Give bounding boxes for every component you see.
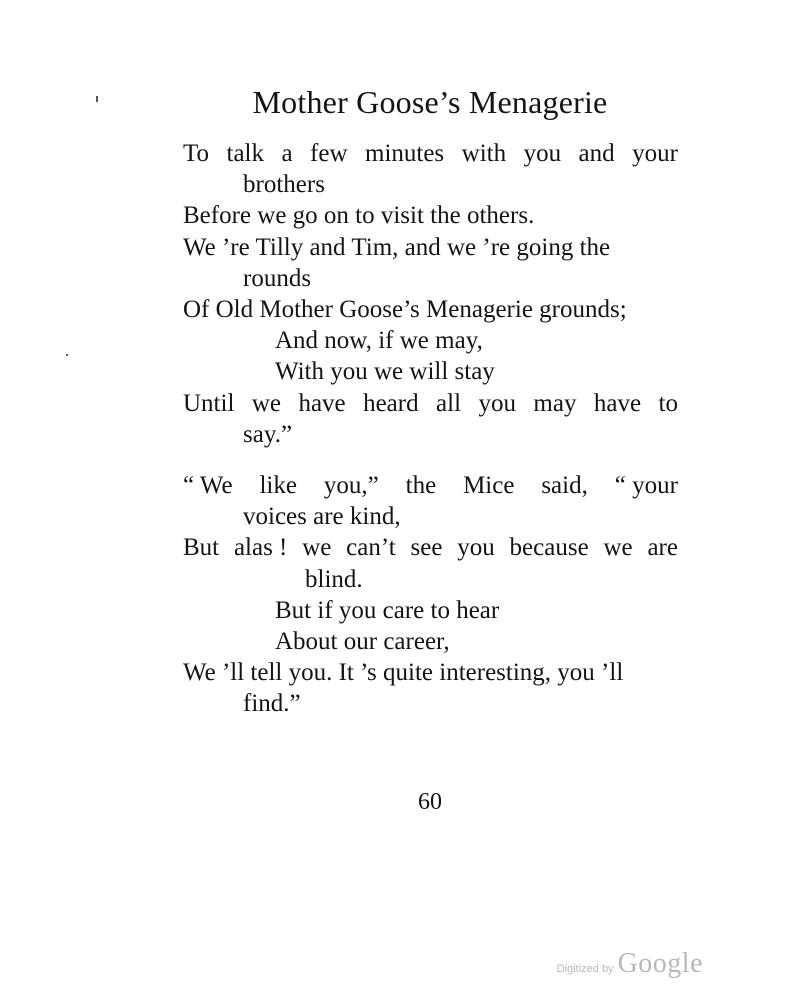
poem-line: [183, 532, 678, 563]
poem-line: And now, if we may,: [275, 327, 483, 355]
poem-word: Until: [183, 389, 235, 417]
digitized-by-google-watermark: [557, 948, 703, 980]
poem-word: can’t: [346, 534, 396, 562]
poem-word: to: [658, 389, 678, 417]
poem-word: may: [533, 389, 577, 417]
stray-ink-mark: [96, 96, 98, 102]
poem-word: minutes: [365, 140, 445, 167]
poem-word: alas !: [233, 534, 288, 562]
poem-word: But: [183, 534, 220, 562]
poem-word: because: [509, 534, 589, 562]
poem-word: the: [405, 472, 437, 500]
poem-word: all: [436, 389, 462, 417]
poem-word: Mice: [463, 472, 515, 500]
poem-word: have: [593, 389, 642, 417]
poem-word: heard: [363, 389, 419, 417]
poem-word: talk: [226, 140, 264, 167]
poem-word: have: [298, 389, 346, 417]
poem-line: [183, 470, 678, 501]
poem-word: you: [478, 389, 516, 417]
poem-word: a: [281, 140, 293, 167]
poem-word: we: [302, 534, 332, 562]
poem-word: your: [632, 140, 678, 167]
watermark-prefix: Digitized by: [556, 963, 614, 975]
poem-line: brothers: [243, 171, 325, 199]
poem-line: We ’ll tell you. It ’s quite interesting, you ’ll: [183, 659, 624, 687]
google-logo: Google: [617, 948, 703, 979]
poem-line: We ’re Tilly and Tim, and we ’re going the: [183, 233, 611, 261]
poem-word: like: [259, 472, 297, 500]
poem-word: we: [251, 389, 281, 417]
stray-ink-dot: [66, 354, 68, 356]
poem-word: To: [183, 140, 210, 167]
poem-word: you: [523, 140, 562, 167]
poem-word: “ your: [614, 472, 678, 500]
poem-word: with: [461, 140, 507, 167]
poem-word: you: [457, 534, 495, 562]
poem-line: About our career,: [275, 628, 450, 656]
poem-line: blind.: [305, 565, 363, 593]
poem-body: [183, 138, 683, 720]
poem-word: “ We: [183, 472, 233, 500]
poem-word: we: [603, 534, 633, 562]
page-number: 60: [418, 789, 442, 815]
poem-word: you,”: [323, 472, 379, 500]
poem-line: [183, 388, 678, 419]
poem-line: find.”: [243, 690, 301, 718]
poem-line: Before we go on to visit the others.: [183, 202, 535, 230]
poem-line: With you we will stay: [275, 358, 495, 386]
poem-word: and: [578, 140, 615, 167]
poem-word: are: [647, 534, 678, 562]
poem-line: [183, 138, 678, 169]
poem-line: But if you care to hear: [275, 596, 500, 624]
poem-word: see: [410, 534, 443, 562]
poem-line: rounds: [243, 264, 312, 292]
poem-line: voices are kind,: [243, 503, 401, 531]
stanza-break: [183, 450, 683, 470]
poem-line: say.”: [243, 420, 293, 448]
page-title: Mother Goose’s Menagerie: [252, 84, 608, 120]
poem-line: Of Old Mother Goose’s Menagerie grounds;: [183, 296, 627, 324]
poem-word: said,: [541, 472, 588, 500]
poem-word: few: [310, 140, 348, 167]
